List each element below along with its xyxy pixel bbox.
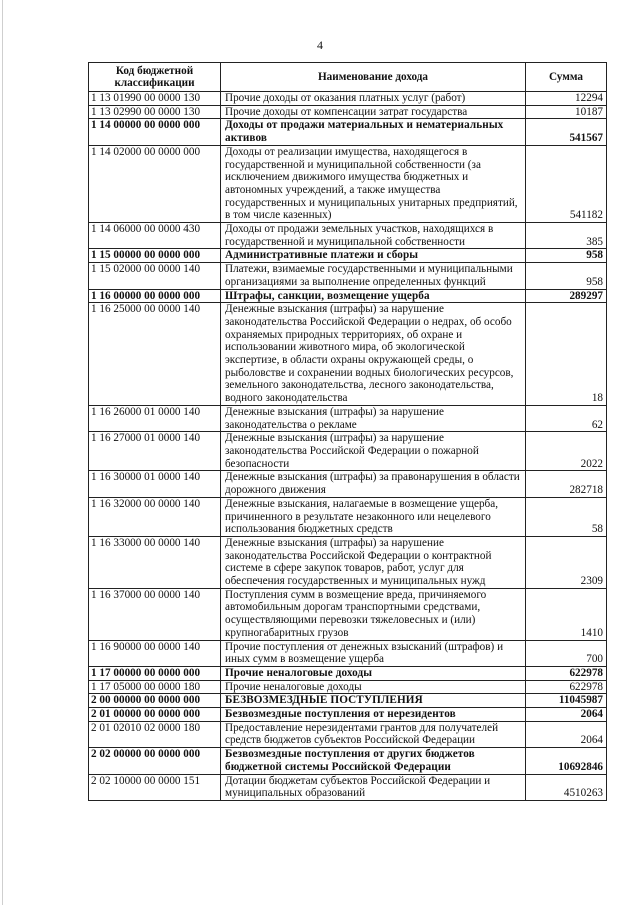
cell-name: Штрафы, санкции, возмещение ущерба [221,289,526,303]
cell-code: 2 01 00000 00 0000 000 [89,708,221,722]
table-row [89,119,607,145]
cell-sum: 1410 [526,588,607,640]
cell-sum: 62 [526,405,607,431]
table-row [89,471,607,497]
cell-sum: 2022 [526,432,607,471]
scan-edge-line [2,0,3,905]
cell-name: Денежные взыскания (штрафы) за нарушение законодательства о рекламе [221,405,526,431]
cell-code: 2 01 02010 02 0000 180 [89,721,221,747]
cell-code: 2 00 00000 00 0000 000 [89,694,221,708]
cell-code: 1 16 32000 00 0000 140 [89,497,221,536]
cell-name: Дотации бюджетам субъектов Российской Федерации и муниципальных образований [221,774,526,800]
table-row [89,640,607,666]
cell-sum: 2064 [526,721,607,747]
cell-code: 1 13 02990 00 0000 130 [89,105,221,119]
table-row [89,105,607,119]
cell-sum: 58 [526,497,607,536]
header-name: Наименование дохода [221,63,526,92]
cell-sum: 289297 [526,289,607,303]
table-header-row [89,63,607,92]
cell-name: Доходы от продажи земельных участков, находящихся в государственной и муниципальной собственности [221,223,526,249]
cell-sum: 700 [526,640,607,666]
cell-name: Денежные взыскания (штрафы) за нарушение законодательства Российской Федерации о пожарной безопасности [221,432,526,471]
table-row [89,92,607,106]
table-row [89,680,607,694]
cell-name: Платежи, взимаемые государственными и муниципальными организациями за выполнение определенных функций [221,263,526,289]
cell-code: 1 14 02000 00 0000 000 [89,145,221,222]
cell-code: 1 16 33000 00 0000 140 [89,536,221,588]
table-row [89,588,607,640]
cell-sum: 11045987 [526,694,607,708]
table-row [89,774,607,800]
table-row [89,694,607,708]
cell-sum: 4510263 [526,774,607,800]
revenue-table [88,62,607,801]
cell-name: Прочие неналоговые доходы [221,666,526,680]
table-row [89,263,607,289]
page-number: 4 [317,38,323,52]
cell-code: 1 16 37000 00 0000 140 [89,588,221,640]
cell-sum: 958 [526,263,607,289]
cell-code: 1 16 30000 01 0000 140 [89,471,221,497]
table-row [89,289,607,303]
cell-name: Поступления сумм в возмещение вреда, причиняемого автомобильным дорогам транспортными средствами, осуществляющими перевозки тяжеловесных и (или) крупногабаритных грузов [221,588,526,640]
cell-name: Административные платежи и сборы [221,249,526,263]
cell-name: Денежные взыскания (штрафы) за правонарушения в области дорожного движения [221,471,526,497]
table-row [89,666,607,680]
cell-sum: 541567 [526,119,607,145]
cell-name: Прочие доходы от компенсации затрат государства [221,105,526,119]
cell-sum: 2064 [526,708,607,722]
table-row [89,497,607,536]
table-row [89,303,607,406]
table-row [89,145,607,222]
cell-code: 2 02 00000 00 0000 000 [89,748,221,774]
table-row [89,708,607,722]
cell-sum: 2309 [526,536,607,588]
cell-sum: 18 [526,303,607,406]
cell-name: Доходы от реализации имущества, находящегося в государственной и муниципальной собственности (за исключением движимого имущества бюджетных и автономных учреждений, а также имущества государственных и муниципальных унитарных предприятий, в том числе казенных) [221,145,526,222]
cell-code: 1 17 05000 00 0000 180 [89,680,221,694]
cell-name: Предоставление нерезидентами грантов для получателей средств бюджетов субъектов Российской Федерации [221,721,526,747]
cell-code: 1 16 26000 01 0000 140 [89,405,221,431]
header-sum: Сумма [526,63,607,92]
table-row [89,432,607,471]
cell-code: 2 02 10000 00 0000 151 [89,774,221,800]
table-row [89,721,607,747]
header-code: Код бюджетной классификации [89,63,221,92]
table-row [89,536,607,588]
cell-sum: 10187 [526,105,607,119]
cell-name: Денежные взыскания, налагаемые в возмещение ущерба, причиненного в результате незаконного или нецелевого использования бюджетных средств [221,497,526,536]
cell-name: Прочие доходы от оказания платных услуг (работ) [221,92,526,106]
cell-sum: 622978 [526,666,607,680]
cell-code: 1 15 00000 00 0000 000 [89,249,221,263]
cell-code: 1 14 06000 00 0000 430 [89,223,221,249]
table-row [89,223,607,249]
table-row [89,405,607,431]
cell-code: 1 16 00000 00 0000 000 [89,289,221,303]
cell-name: Прочие неналоговые доходы [221,680,526,694]
cell-sum: 10692846 [526,748,607,774]
cell-name: БЕЗВОЗМЕЗДНЫЕ ПОСТУПЛЕНИЯ [221,694,526,708]
cell-name: Денежные взыскания (штрафы) за нарушение законодательства Российской Федерации о недрах, об особо охраняемых природных территориях, об охране и использовании животного мира, об экологической экспертизе, в области охраны окружающей среды, о рыболовстве и сохранении водных биологических ресурсов, земельного законодательства, лесного законодательства, водного законодательства [221,303,526,406]
cell-name: Безвозмездные поступления от других бюджетов бюджетной системы Российской Федерации [221,748,526,774]
cell-sum: 541182 [526,145,607,222]
cell-sum: 958 [526,249,607,263]
table-row [89,249,607,263]
cell-code: 1 17 00000 00 0000 000 [89,666,221,680]
table-row [89,748,607,774]
cell-name: Денежные взыскания (штрафы) за нарушение законодательства Российской Федерации о контрактной системе в сфере закупок товаров, работ, услуг для обеспечения государственных и муниципальных нужд [221,536,526,588]
cell-code: 1 13 01990 00 0000 130 [89,92,221,106]
cell-code: 1 14 00000 00 0000 000 [89,119,221,145]
cell-name: Безвозмездные поступления от нерезидентов [221,708,526,722]
cell-code: 1 16 90000 00 0000 140 [89,640,221,666]
cell-code: 1 16 27000 01 0000 140 [89,432,221,471]
cell-sum: 282718 [526,471,607,497]
cell-sum: 12294 [526,92,607,106]
cell-code: 1 16 25000 00 0000 140 [89,303,221,406]
cell-name: Доходы от продажи материальных и нематериальных активов [221,119,526,145]
cell-code: 1 15 02000 00 0000 140 [89,263,221,289]
cell-sum: 385 [526,223,607,249]
cell-sum: 622978 [526,680,607,694]
cell-name: Прочие поступления от денежных взысканий (штрафов) и иных сумм в возмещение ущерба [221,640,526,666]
